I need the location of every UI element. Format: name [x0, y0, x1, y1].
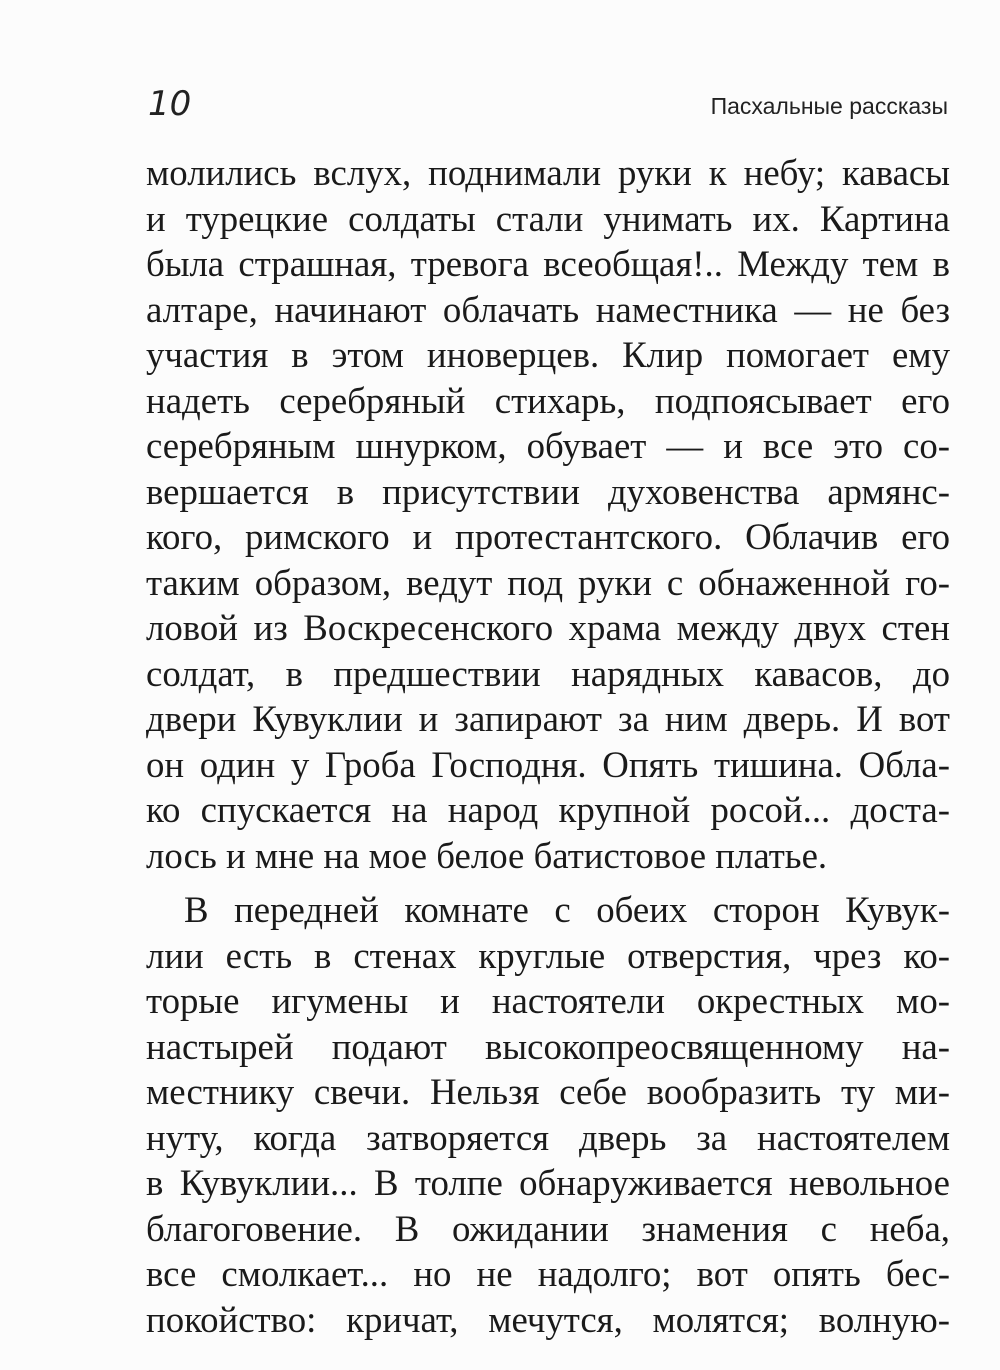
- text-line: и турецкие солдаты стали унимать их. Картина: [146, 197, 950, 239]
- text-line: серебряным шнурком, обувает — и все это со-: [146, 425, 950, 466]
- text-line: в Кувуклии... В толпе обнаруживается невольное: [146, 1162, 950, 1203]
- text-line: вершается в присутствии духовенства армянс-: [146, 470, 950, 512]
- text-line: лось и мне на мое белое батистовое платье.: [146, 834, 828, 876]
- text-line: ловой из Воскресенского храма между двух стен: [146, 607, 950, 648]
- text-line: настырей подают высокопреосвященному на-: [146, 1025, 950, 1067]
- text-line: благоговение. В ожидании знамения с неба,: [146, 1207, 950, 1249]
- text-line: местнику свечи. Нельзя себе вообразить ту ми-: [146, 1071, 950, 1112]
- paragraph-1: [146, 150, 950, 878]
- text-line: была страшная, тревога всеобщая!.. Между тем в: [146, 243, 950, 284]
- text-line: В передней комнате с обеих сторон Кувук-: [184, 889, 950, 930]
- text-line: он один у Гроба Господня. Опять тишина. Обла-: [146, 743, 950, 785]
- text-line: покойство: кричат, мечутся, молятся; волную-: [146, 1298, 950, 1340]
- text-line: все смолкает... но не надолго; вот опять бес-: [146, 1253, 950, 1294]
- paragraph-2: [146, 887, 950, 1342]
- text-line: участия в этом иноверцев. Клир помогает ему: [146, 334, 950, 375]
- page-header: [148, 82, 948, 132]
- text-line: солдат, в предшествии нарядных кавасов, до: [146, 652, 950, 694]
- text-line: ко спускается на народ крупной росой... доста-: [146, 789, 950, 830]
- text-line: надеть серебряный стихарь, подпоясывает его: [146, 379, 950, 421]
- text-line: лии есть в стенах круглые отверстия, чрез ко-: [146, 934, 950, 976]
- text-line: кого, римского и протестантского. Облачив его: [146, 516, 950, 557]
- running-head: Пасхальные рассказы: [710, 93, 948, 119]
- page-number: 10: [148, 84, 192, 124]
- text-line: нуту, когда затворяется дверь за настоятелем: [146, 1116, 950, 1158]
- text-line: двери Кувуклии и запирают за ним дверь. И вот: [146, 698, 950, 739]
- text-line: таким образом, ведут под руки с обнаженной го-: [146, 561, 950, 603]
- text-line: алтаре, начинают облачать наместника — не без: [146, 288, 950, 330]
- text-line: торые игумены и настоятели окрестных мо-: [146, 980, 950, 1021]
- text-line: молились вслух, поднимали руки к небу; кавасы: [146, 152, 950, 193]
- body-text: [146, 150, 950, 1342]
